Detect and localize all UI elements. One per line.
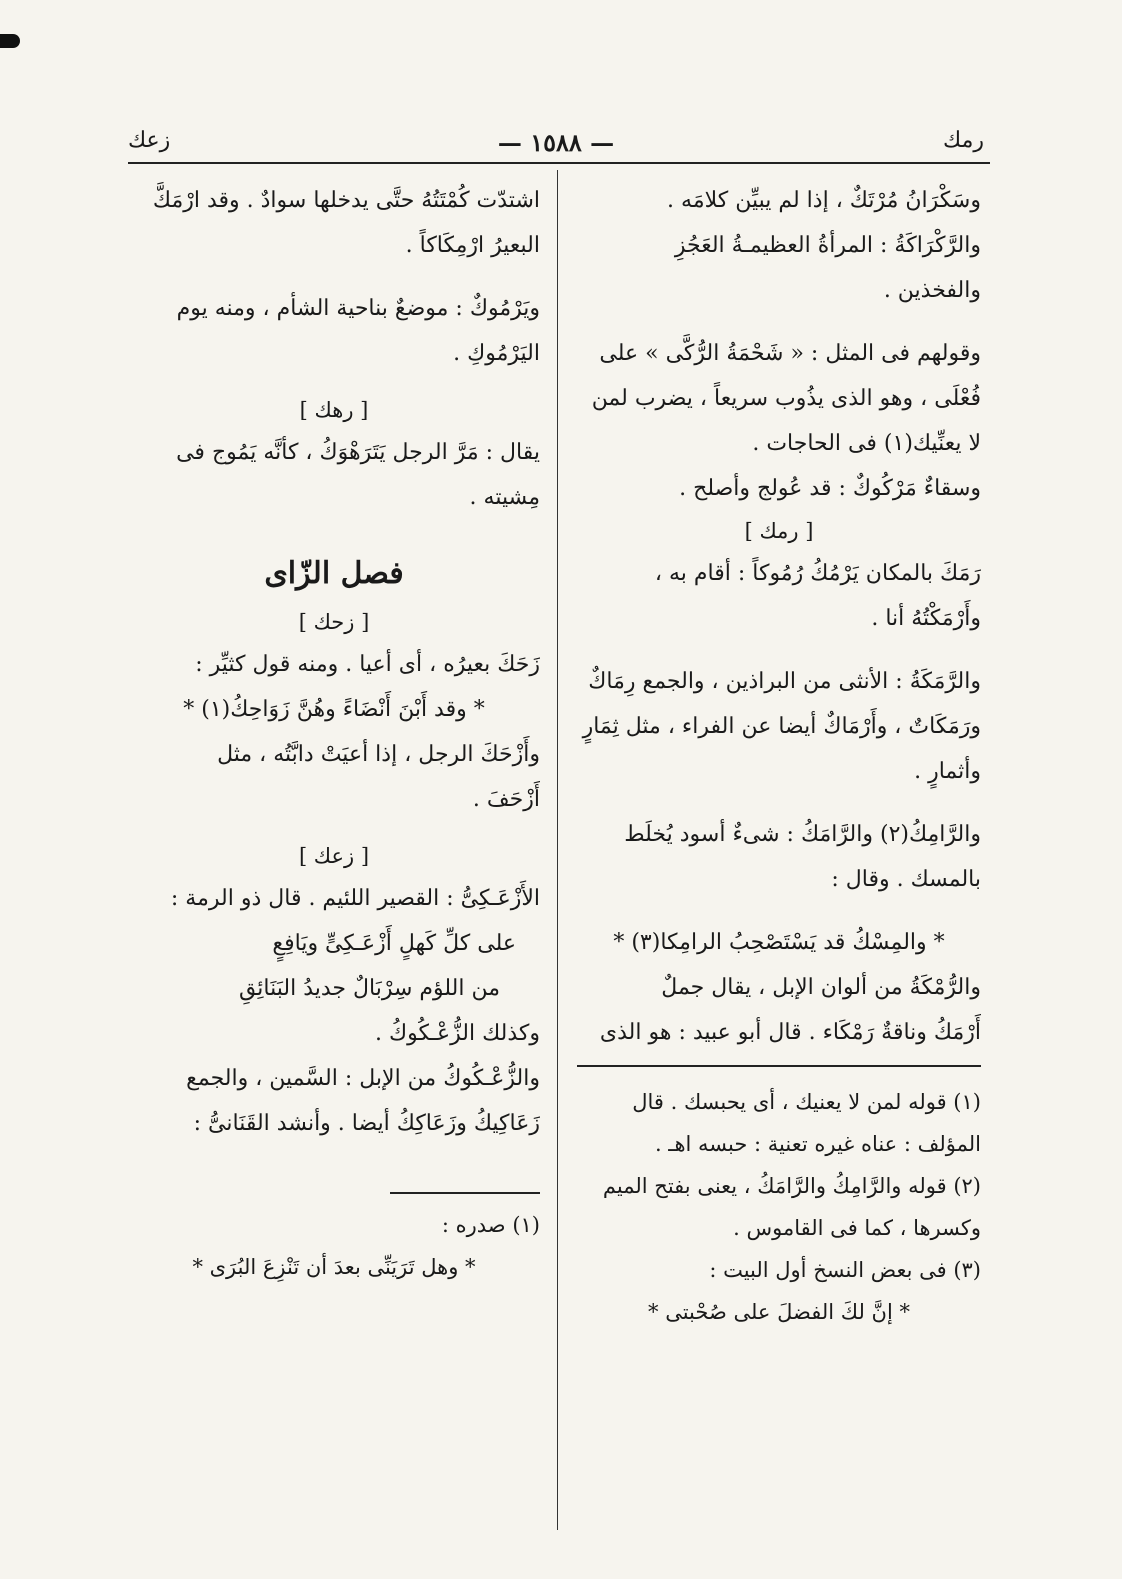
text-line: يقال : مَرَّ الرجل يَتَرَهْوَكُ ، كأنَّه يَمُوج فى: [176, 440, 540, 465]
header-headword-left: زعك: [128, 128, 171, 153]
footnote-line: المؤلف : عناه غيره تعنية : حبسه اهـ .: [654, 1132, 981, 1156]
page-number: — ١٥٨٨ —: [497, 128, 615, 157]
text-line: اليَرْمُوكِ .: [453, 341, 540, 366]
footnote-line: (١) صدره :: [441, 1213, 540, 1237]
text-line: والزُّعْـكُوكُ من الإبل : السَّمين ، والجمع: [186, 1066, 540, 1091]
column-divider: [557, 170, 558, 1530]
text-line: وسَكْرَانُ مُرْتَكٌ ، إذا لم يبيِّن كلامَه .: [667, 188, 981, 213]
entry-heading: [ زعك ]: [298, 844, 370, 868]
text-line: والرَّكْرَاكَةُ : المرأةُ العظيمـةُ العَجُزِ: [674, 233, 981, 258]
footnote-line: (٣) فى بعض النسخ أول البيت :: [709, 1258, 981, 1282]
entry-heading: [ زحك ]: [298, 610, 370, 634]
text-line: فُعْلَى ، وهو الذى يذُوب سريعاً ، يضرب لمن: [591, 386, 981, 411]
verse-line: على كلِّ كَهلٍ أَزْعَـكِىٍّ ويَافِعٍ: [272, 931, 516, 956]
entry-heading: [ رمك ]: [744, 519, 814, 543]
left-column: [128, 178, 540, 1288]
verse-line: * والمِسْكُ قد يَسْتَصْحِبُ الرامِكا(٣) *: [613, 930, 945, 955]
text-line: زَحَكَ بعيرُه ، أى أعيا . ومنه قول كثيِّر :: [195, 652, 540, 677]
header-headword-right: رمك: [943, 128, 984, 153]
text-line: لا يعنِّيك(١) فى الحاجات .: [752, 431, 981, 456]
section-title: فصل الزّاى: [264, 556, 404, 591]
footnote-line: (١) قوله لمن لا يعنيك ، أى يحبسك . قال: [632, 1090, 981, 1114]
text-line: وكذلك الزُّعْـكُوكُ .: [374, 1021, 540, 1046]
text-line: والرَّمَكَةُ : الأنثى من البراذين ، والجمع رِمَاكٌ: [588, 669, 981, 694]
text-line: والفخذين .: [883, 278, 981, 303]
footnote-rule: [390, 1192, 540, 1194]
text-line: الأَزْعَـكِىُّ : القصير اللئيم . قال ذو الرمة :: [170, 886, 540, 911]
text-line: وقولهم فى المثل : « شَحْمَةُ الرُّكَّى » على: [599, 341, 981, 366]
verse-line: * وقد أَبْنَ أَنْضَاءً وهُنَّ زَوَاحِكُ(١) *: [183, 697, 485, 722]
text-line: والرَّامِكُ(٢) والرَّامَكُ : شىءٌ أسود يُخلَط: [624, 822, 981, 847]
text-line: أَزْحَفَ .: [472, 787, 540, 812]
footnote-line: وكسرها ، كما فى القاموس .: [733, 1216, 981, 1240]
verse-line: من اللؤم سِرْبَالٌ جديدُ البَنَائِقِ: [238, 976, 500, 1001]
header-rule: [128, 162, 990, 164]
text-line: وسقاءٌ مَرْكُوكٌ : قد عُولج وأصلح .: [679, 476, 981, 501]
text-line: أَرْمَكُ وناقةٌ رَمْكَاء . قال أبو عبيد : هو الذى: [599, 1020, 981, 1045]
text-line: اشتدّت كُمْتَتُهُ حتَّى يدخلها سوادٌ . وقد ارْمَكَّ: [152, 188, 540, 213]
text-line: مِشيته .: [469, 485, 540, 510]
text-line: وأَزْحَكَ الرجل ، إذا أعيَتْ دابَّتُه ، مثل: [217, 742, 540, 767]
text-line: البعيرُ ارْمِكَاكاً .: [405, 233, 540, 258]
footnote-rule: [577, 1065, 981, 1067]
text-line: رَمَكَ بالمكان يَرْمُكُ رُمُوكاً : أقام به ،: [654, 561, 981, 586]
text-line: وأَرْمَكْتُهُ أنا .: [871, 606, 981, 631]
page-header: [128, 128, 984, 164]
entry-heading: [ رهك ]: [299, 398, 369, 422]
text-line: ورَمَكَاتٌ ، وأَرْمَاكٌ أيضا عن الفراء ، مثل ثِمَارٍ: [582, 714, 981, 739]
right-column: [577, 178, 981, 1333]
text-line: زَعَاكِيكُ وزَعَاكِكُ أيضا . وأنشد القَنَانىُّ :: [193, 1111, 540, 1136]
text-line: وأثمارٍ .: [914, 759, 981, 784]
footnote-verse: * إنَّ لكَ الفضلَ على صُحْبتى *: [648, 1300, 910, 1324]
text-line: بالمسك . وقال :: [831, 867, 981, 892]
text-line: ويَرْمُوكٌ : موضعٌ بناحية الشأم ، ومنه يوم: [176, 296, 540, 321]
footnote-verse: * وهل تَرَيَنِّى بعدَ أن تَنْزِعَ البُرَى *: [192, 1255, 476, 1279]
footnote-line: (٢) قوله والرَّامِكُ والرَّامَكُ ، يعنى بفتح الميم: [602, 1174, 981, 1198]
scan-edge-mark: [0, 34, 20, 48]
text-line: والرُّمْكَةُ من ألوان الإبل ، يقال جملٌ: [661, 975, 981, 1000]
